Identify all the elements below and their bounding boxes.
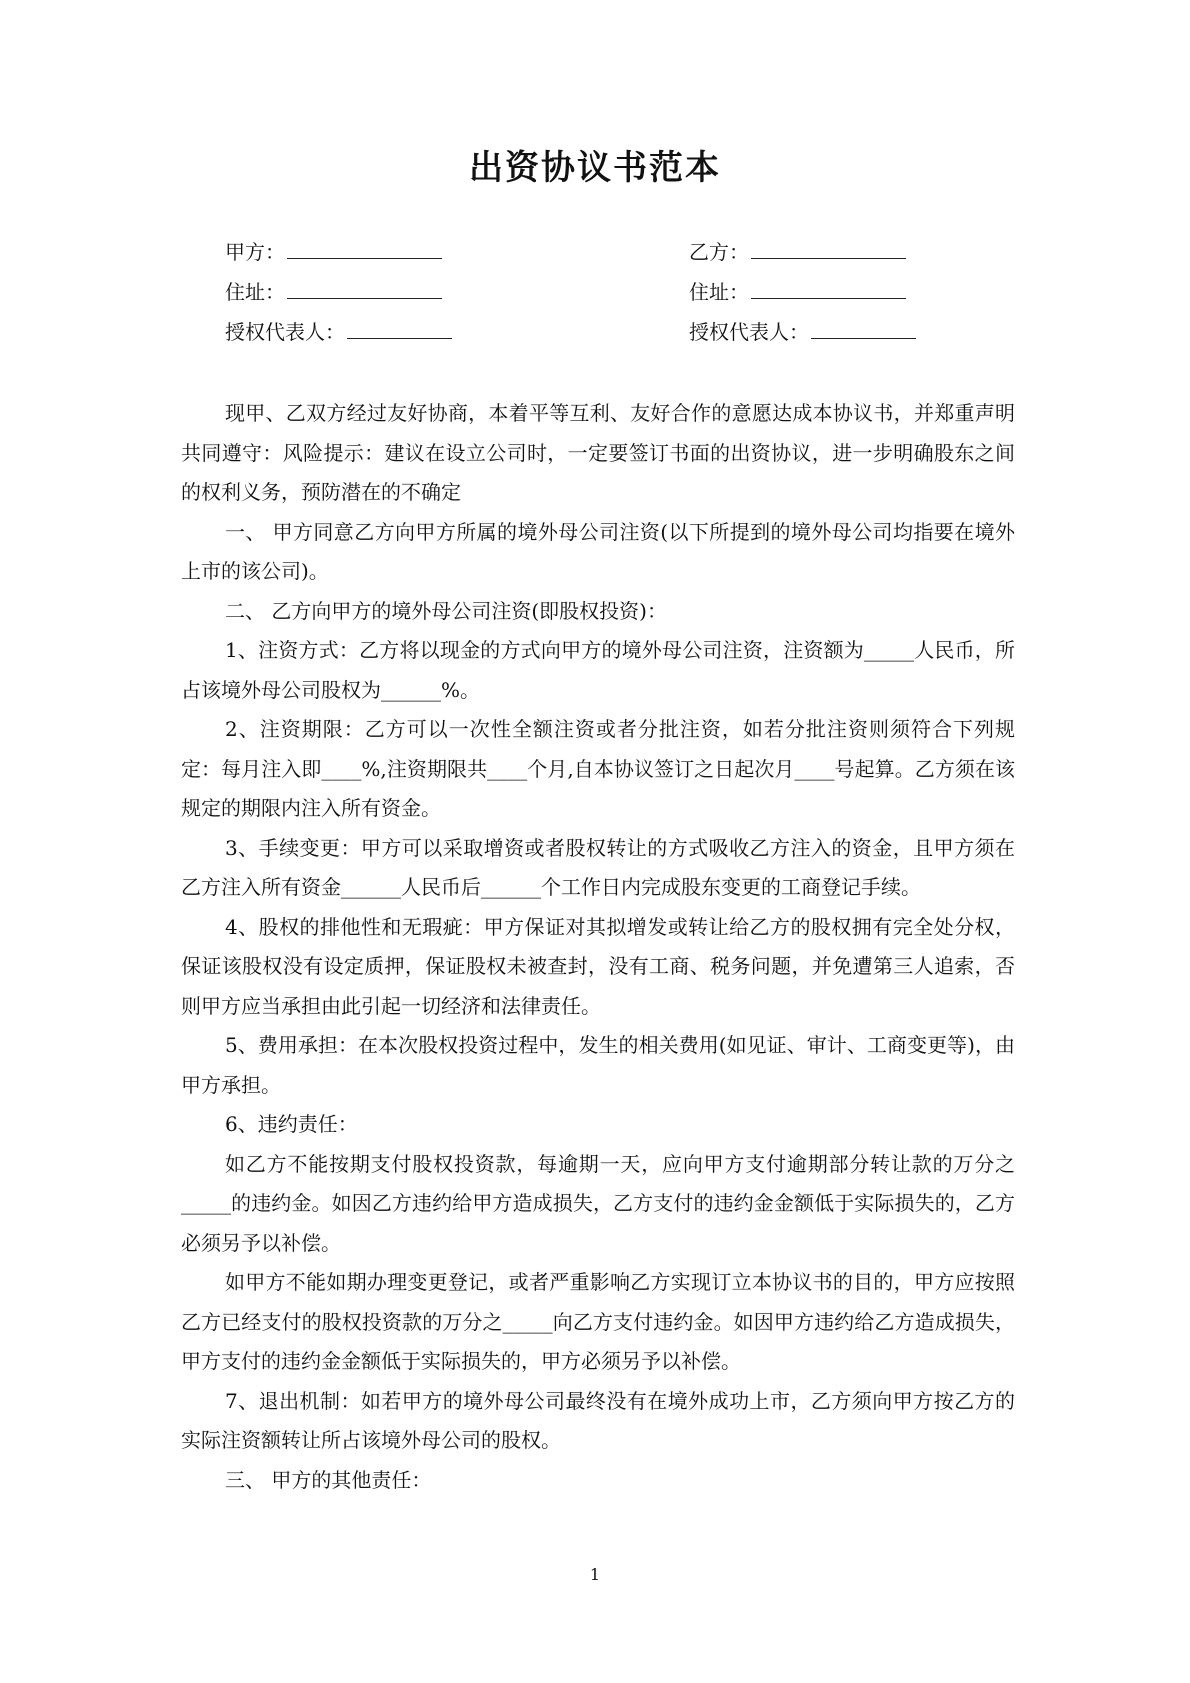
agreement-body [181, 394, 1015, 1500]
party-a-address-label: 住址： [225, 280, 285, 304]
party-b-rep-label: 授权代表人： [689, 320, 809, 344]
clause-breach-party-b: 如乙方不能按期支付股权投资款，每逾期一天，应向甲方支付逾期部分转让款的万分之_____的违约金。如因乙方违约给甲方造成损失，乙方支付的违约金金额低于实际损失的，乙方必须另予以补偿。 [181, 1151, 1015, 1255]
clause-procedure-change: 3、手续变更：甲方可以采取增资或者股权转让的方式吸收乙方注入的资金，且甲方须在乙方注入所有资金______人民币后______个工作日内完成股东变更的工商登记手续。 [181, 835, 1015, 899]
clause-injection-method: 1、注资方式：乙方将以现金的方式向甲方的境外母公司注资，注资额为_____人民币，所占该境外母公司股权为______%。 [181, 638, 1015, 702]
clause-injection-period: 2、注资期限：乙方可以一次性全额注资或者分批注资，如若分批注资则须符合下列规定：每月注入即____%,注资期限共____个月,自本协议签订之日起次月____号起算。乙方须在该规定的期限内注入所有资金。 [181, 717, 1015, 820]
section-2-heading: 二、 乙方向甲方的境外母公司注资(即股权投资)： [225, 598, 667, 623]
clause-expenses: 5、费用承担：在本次股权投资过程中，发生的相关费用(如见证、审计、工商变更等)，由甲方承担。 [181, 1033, 1015, 1097]
party-b-address-line [689, 272, 916, 312]
section-1: 一、 甲方同意乙方向甲方所属的境外母公司注资(以下所提到的境外母公司均指要在境外上市的该公司)。 [181, 519, 1015, 583]
document-title: 出资协议书范本 [469, 148, 721, 188]
party-a-rep-label: 授权代表人： [225, 320, 345, 344]
clause-equity-exclusivity: 4、股权的排他性和无瑕疵：甲方保证对其拟增发或转让给乙方的股权拥有完全处分权，保证该股权没有设定质押，保证股权未被查封，没有工商、税务问题，并免遭第三人追索，否则甲方应当承担由此引起一切经济和法律责任。 [181, 914, 1015, 1018]
party-a-name-label: 甲方： [225, 240, 285, 264]
clause-breach-heading: 6、违约责任： [225, 1112, 358, 1136]
page-number: 1 [589, 1565, 601, 1584]
party-a-name-line [225, 232, 452, 272]
party-a-address-line [225, 272, 452, 312]
party-a-address-blank [287, 272, 442, 299]
section-3-heading: 三、 甲方的其他责任： [225, 1467, 432, 1492]
party-a-name-blank [287, 232, 442, 259]
party-a-rep-blank [347, 312, 452, 339]
party-b-name-blank [751, 232, 906, 259]
party-b-address-label: 住址： [689, 280, 749, 304]
party-b-block [689, 232, 916, 352]
clause-breach-party-a: 如甲方不能如期办理变更登记，或者严重影响乙方实现订立本协议书的目的，甲方应按照乙方已经支付的股权投资款的万分之_____向乙方支付违约金。如因甲方违约给乙方造成损失，甲方支付的违约金金额低于实际损失的，甲方必须另予以补偿。 [181, 1270, 1015, 1373]
party-b-rep-line [689, 312, 916, 352]
party-b-address-blank [751, 272, 906, 299]
party-b-name-line [689, 232, 916, 272]
party-b-name-label: 乙方： [689, 240, 749, 264]
party-a-rep-line [225, 312, 452, 352]
clause-exit-mechanism: 7、退出机制：如若甲方的境外母公司最终没有在境外成功上市，乙方须向甲方按乙方的实际注资额转让所占该境外母公司的股权。 [181, 1388, 1015, 1452]
party-b-rep-blank [811, 312, 916, 339]
intro-paragraph: 现甲、乙双方经过友好协商，本着平等互利、友好合作的意愿达成本协议书，并郑重声明共同遵守：风险提示：建议在设立公司时，一定要签订书面的出资协议，进一步明确股东之间的权利义务，预防潜在的不确定 [181, 401, 1015, 504]
party-a-block [225, 232, 452, 352]
